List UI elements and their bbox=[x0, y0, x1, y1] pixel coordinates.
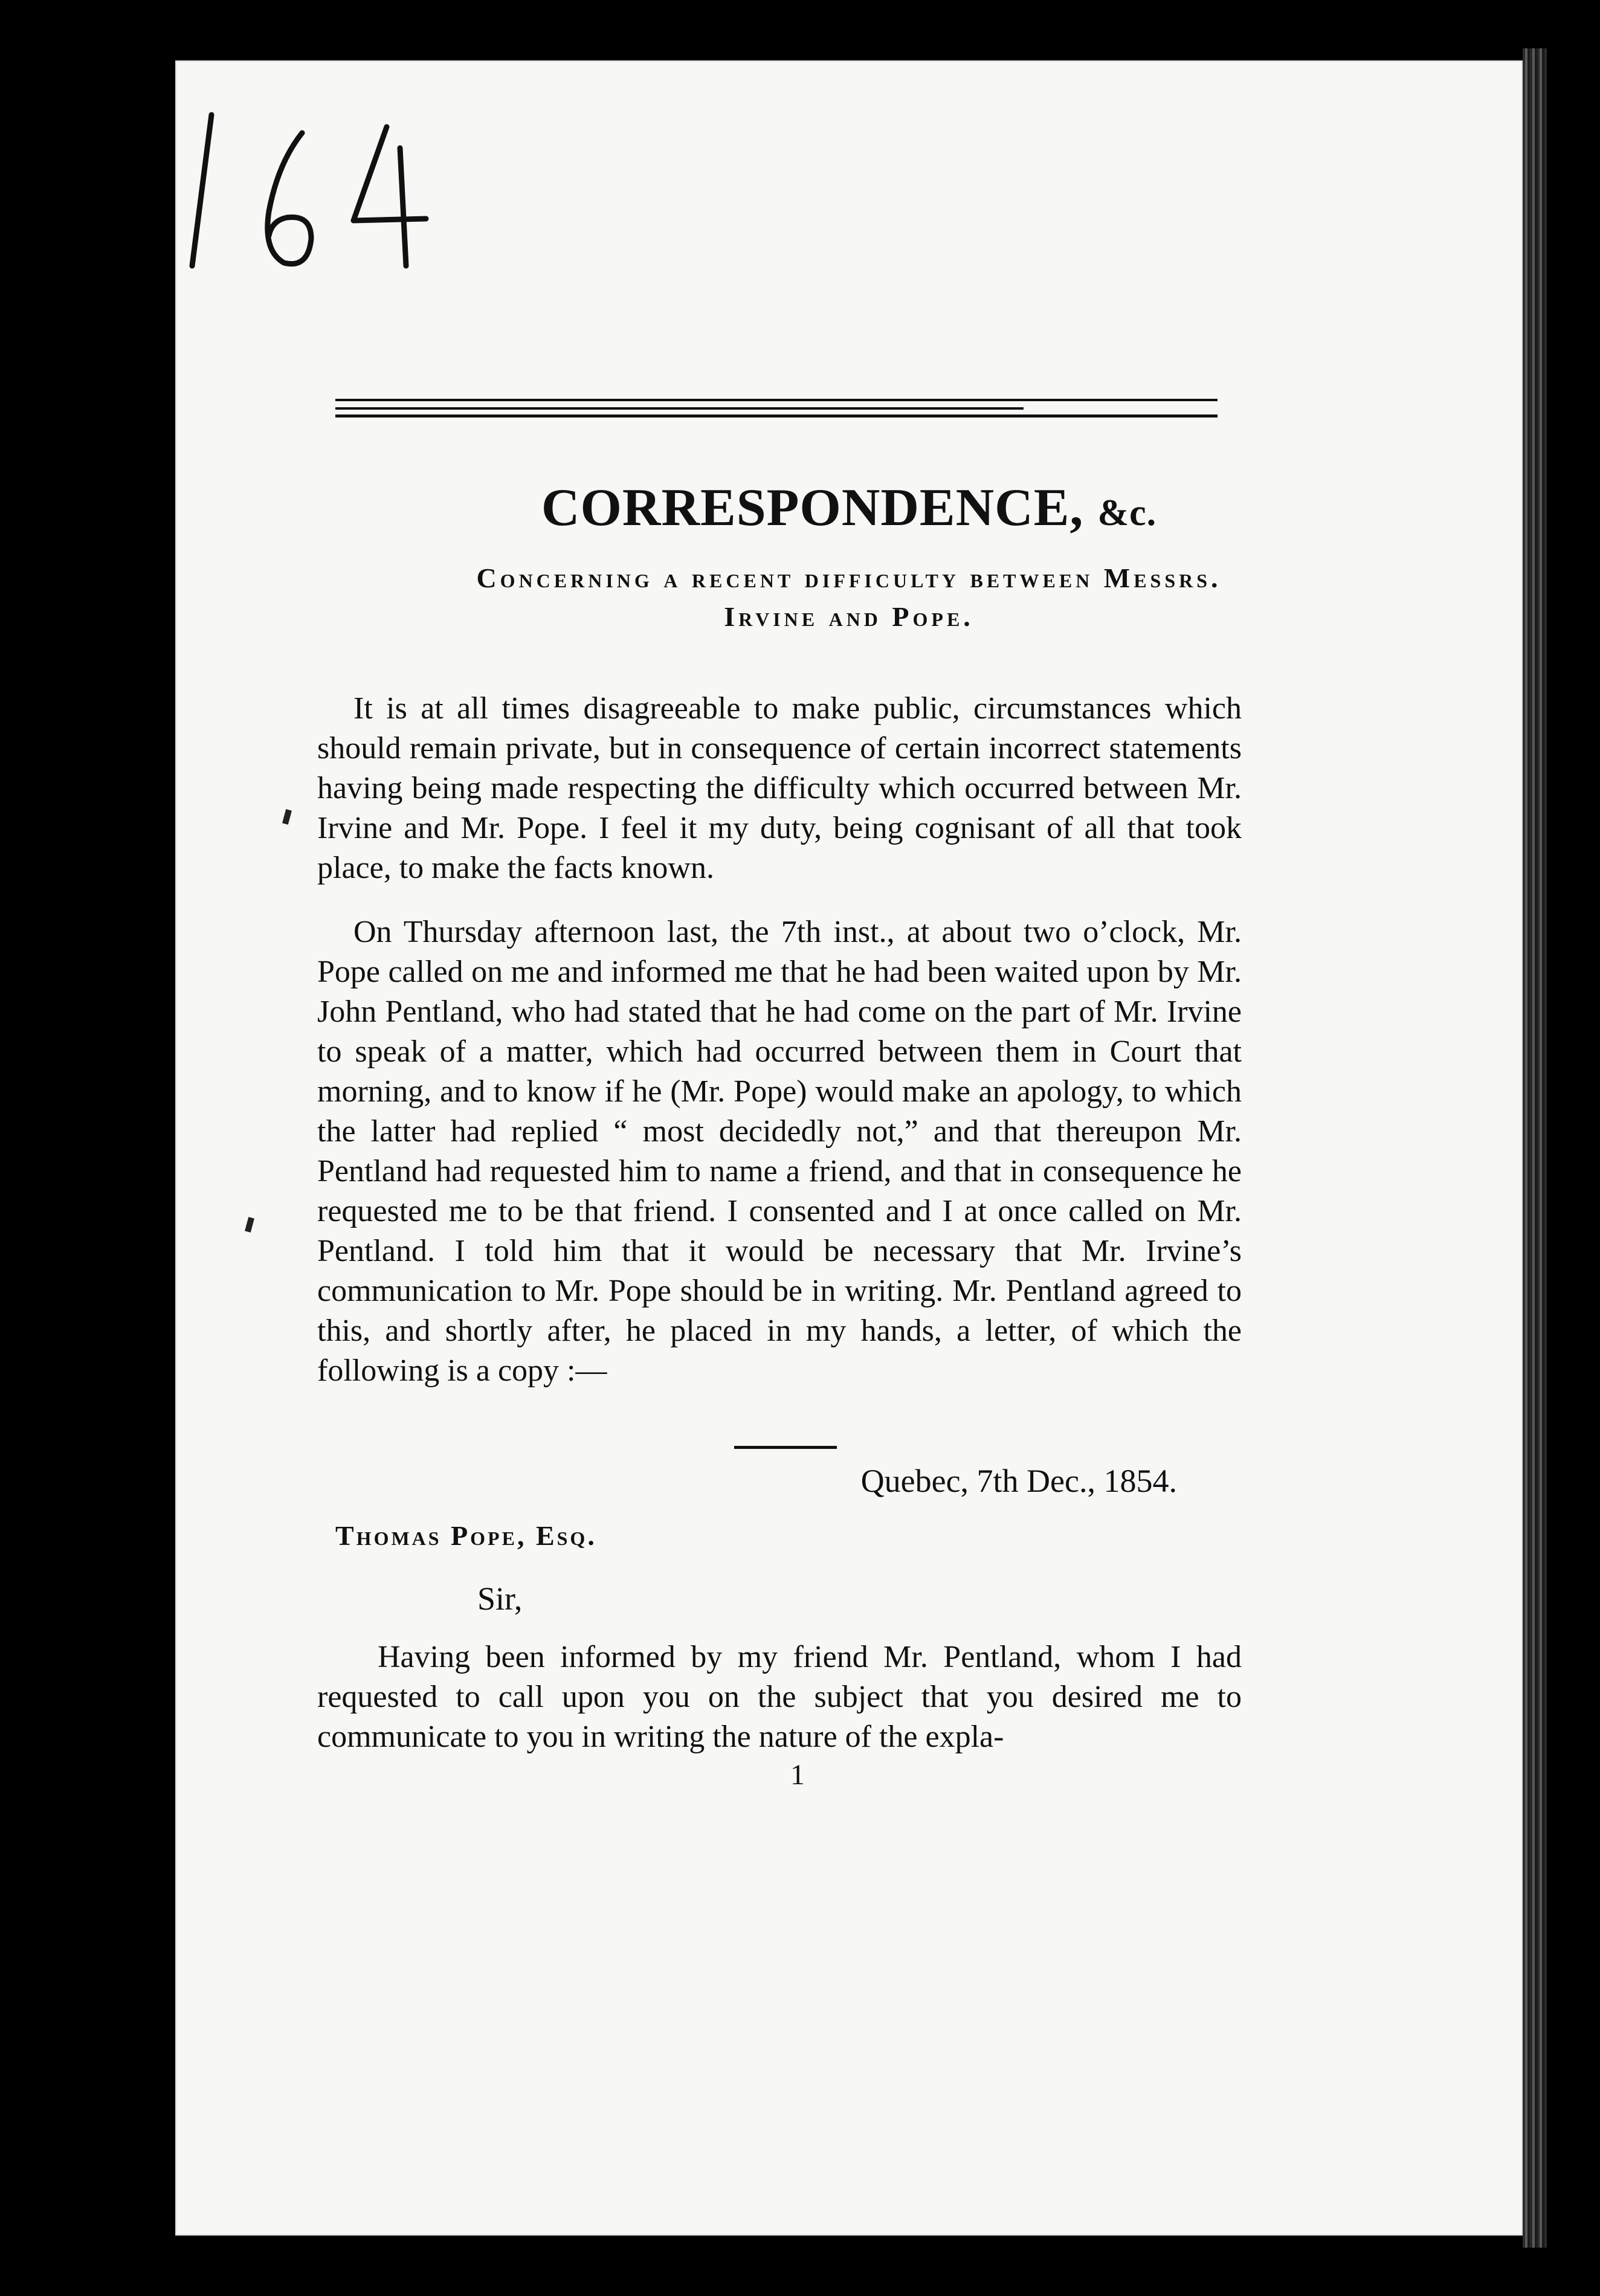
page-number: 1 bbox=[790, 1759, 805, 1791]
title-suffix: &c. bbox=[1097, 492, 1157, 534]
letter-addressee: Thomas Pope, Esq. bbox=[335, 1520, 597, 1551]
paragraph-2: On Thursday afternoon last, the 7th inst., at about two o’clock, Mr. Pope called on me and informed me that he had been waited upon by Mr. John Pentland, who had stated that he had come on the part of Mr. Irvine to speak of a matter, which had occurred between them in Court that morning, and to know if he (Mr. Pope) would make an apology, to which the latter had replied “ most decidedly not,” and that thereupon Mr. Pentland had requested him to name a friend, and that in consequence he requested me to be that friend. I consented and I at once called on Mr. Pentland. I told him that it would be necessary that Mr. Irvine’s communication to Mr. Pope should be in writing. Mr. Pentland agreed to this, and shortly after, he placed in my hands, a letter, of which the following is a copy :— bbox=[317, 915, 1242, 1388]
decorative-double-rule bbox=[335, 399, 1218, 435]
page-edge-stack bbox=[1523, 48, 1547, 2248]
subtitle-line-1: Concerning a recent difficulty between Messrs. bbox=[476, 563, 1222, 593]
subtitle-line-2: Irvine and Pope. bbox=[724, 601, 974, 632]
document-subtitle bbox=[175, 559, 1523, 636]
title-main: CORRESPONDENCE, bbox=[541, 479, 1084, 537]
handwritten-number-drawing bbox=[187, 91, 441, 284]
handwritten-page-number bbox=[187, 91, 441, 284]
letter-salutation: Sir, bbox=[477, 1581, 523, 1617]
document-title bbox=[175, 477, 1523, 538]
section-divider bbox=[734, 1446, 837, 1449]
letter-body: Having been informed by my friend Mr. Pentland, whom I had requested to call upon you on the subject that you desired me to communicate to you in writing the nature of the expla- bbox=[317, 1640, 1242, 1754]
letter-dateline: Quebec, 7th Dec., 1854. bbox=[860, 1463, 1177, 1499]
paragraph-1: It is at all times disagreeable to make public, circumstances which should remain private, but in consequence of certain incorrect statements having being made respecting the difficulty which occurred between Mr. Irvine and Mr. Pope. I feel it my duty, being cognisant of all that took place, to make the facts known. bbox=[317, 691, 1242, 885]
